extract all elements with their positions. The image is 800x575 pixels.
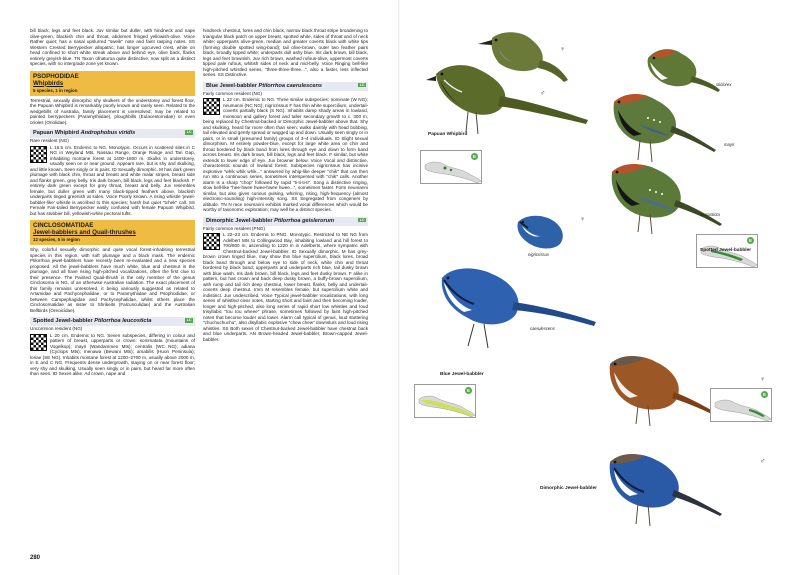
whipbird-female-illustration [478, 32, 568, 82]
species-status: Fairly common resident (PNG) [203, 225, 266, 231]
left-column [30, 28, 195, 550]
dimorphic-jewel-babbler-female-illustration [610, 356, 722, 426]
spotted-jewel-babbler-sticlorex-illustration [648, 49, 720, 92]
male-symbol-dimorphic: ♂ [760, 458, 766, 465]
species-header-spotted-jewel-babbler [30, 317, 195, 326]
species-description: L 22–23 cm. Endemic to PNG. Monotypic. Restricted to NE NG from Adelbert Mts to Collingwood Bay, inhabiting lowland and hill forest to 700/800 m, ascending to 1220 m in Adelberts, where sympatric with Chestnut-backed Jewel-babbler. ID Sexually dimorphic. M has grey-brown crown tinged blue, may show thin blue supercilium, black lores, broad black band through and below eye to side of neck, white chin and throat bordered by black band; upperparts and underparts rich blue, tail dusky brown with blue wash. Iris dark brown, bill black, legs and feet dusky brown. F alike in pattern, but has crown and back deep dusky brown, a buffy-brown supercilium, with rump and tail rich deep chestnut, lower breast, flanks, belly and undertail-coverts deep chestnut. Imm M resembles female, but supercilium white and indistinct. Juv undescribed. Voice Typical jewel-babbler vocalizations, with long series of whistled clear notes, starting short and faint and then becoming louder, longer and high-pitched, also long series of rapid short low whistles and loud trisyllabic "tou tou wheee" phrase, sometimes followed by faint high-pitched notes that become louder and lower. Alarm call typical of genus, loud stuttering "chuchuchuchu", also disyllabic explosive "chew chew" downslurs and loud rising whistles. SS Both sexes of Chestnut-backed Jewel-babbler have chestnut back and blue underparts. AN Brown-headed Jewel-babbler, Brown-capped Jewel-babbler. [203, 232, 368, 342]
species-status: Fairly common resident (NG) [203, 90, 262, 96]
qr-code-icon[interactable] [30, 334, 47, 351]
lc-badge: LC [186, 130, 192, 134]
spotted-jewel-babbler-mayri-illustration [614, 94, 716, 162]
range-map-papuan-whipbird [420, 150, 482, 184]
species-description: L 22 cm. Endemic to NG. Three similar subspecies: nominate (W NG); neumanni (NC NG); nigricrissus F has thin white supercilium, undertail-coverts partially black (S NG). Inhabits damp shady areas in lowland, monsoon and gallery forest and taller secondary growth to c. 300 m, being replaced by Chestnut-backed or Dimorphic Jewel-babbler above that. Shy and skulking, heard far more often than seen; walks daintily with head bobbing, tail elevated and gently spread or wagged up and down. Usually seen singly or in pairs, or in small (presumed family) groups of 3–4 individuals. ID Slight sexual dimorphism. M entirely powder-blue, except for large white area on chin and throat bordered by black band from lores through eye and down to form band across breast. Iris dark brown, bill black, legs and feet black. F similar, but white extends to lower edge of eye. Juv browner below. Voice Vocal and distinctive, characteristic sounds of lowland forest. Subspecies nigricrissus has incisive explosive "whik whik whik..." answered by whip-like deeper "chik" that can then run into a continuous series, sometimes interspersed with "chik" calls. Another alarm is a sharp "chop" followed by rapid "ti-ti-ti-ti". Song a distinctive ringing, slow bell-like "hee-hwee hwee-hwee hwee...", sometimes faster. Form neumanni similar, but also gives curious pulsing, whirring, rising, high-frequency (almost electronic-sounding) high-intensity song. SS Segregated from congeners by altitude. TN N race neumanni exhibits marked vocal differences which would be worthy of taxonomic exploration; may well be a distinct species. [203, 97, 368, 212]
qr-code-icon[interactable] [203, 98, 220, 115]
family-description: Terrestrial, sexually dimorphic shy skulkers of the understorey and forest floor, the Papuan Whipbird is remarkably poorly known and rarely seen. Related to the wedgebills of Australia, family placement is unresolved; may be related to painted berrypeckers (Paramythiidae), ploughbills (Eulacestomidae) or even orioles (Oriolidae). [30, 97, 195, 125]
label-caerulescens: caerulescens [530, 326, 555, 331]
endemic-badge: E [762, 392, 766, 397]
species-entry [30, 333, 195, 377]
range-map-dimorphic-jewel-babbler [710, 388, 772, 422]
family-name: CINCLOSOMATIDAE [33, 222, 94, 229]
spotted-jewel-babbler-leucosticta-illustration [612, 164, 722, 234]
blue-jewel-babbler-nigricrissus-illustration [518, 216, 563, 249]
species-entry [30, 145, 195, 217]
label-leucosticta: leucosticta [700, 212, 720, 217]
species-description: L 20 cm. Endemic to NG. Seven subspecies, differing in colour and pattern of breast, upperparts or crown: sommatata (mountains of Vogelkop); mayri (Wandammen Mts); centralis (WC NG); adiana (Cyclops Mts); menawa (Bewani Mts); amabilis (Huon Peninsula); loriae (SE NG). Inhabits montane forest at 1200–2700 m, usually above 2000 m, in E and C NG. Frequents dense undergrowth, staying on or near forest floor; very shy and skulking. Usually seen singly or in pairs, but heard far more often than seen. ID Sexes alike. Ad crown, nape and [30, 332, 195, 376]
intro-paragraph: bill black, legs and feet black. Juv similar but duller, with hindneck and nape olive-green, blackish chin and throat, abdomen fringed yellowish-olive. Voice Rather quiet; has a nasal upslurred "sweik" note and faint rasping notes. SS Western Crested Berrypecker allopatric; has longer upcurved crest, white on head confined to short white streak above and behind eye, olive back, flanks entirely greyish-blue. TN Taxon ofnaturoa quite distinctive, now split as a distinct species, with no intergrade zone yet known. [30, 28, 195, 66]
species-header-dimorphic-jewel-babbler [203, 217, 368, 226]
family-header-cinclosomatidae [30, 220, 195, 245]
species-header-blue-jewel-babbler [203, 82, 368, 91]
plate-illustration [400, 0, 800, 575]
right-column [203, 28, 368, 550]
qr-code-icon[interactable] [203, 233, 220, 250]
species-name: Spotted Jewel-babbler [33, 318, 93, 324]
label-sticlorex: sticlorex [716, 82, 732, 87]
family-common-name: Whipbirds [33, 79, 64, 87]
species-name: Dimorphic Jewel-babbler [206, 217, 273, 224]
caption-blue-jewel-babbler: Blue Jewel-babbler [440, 372, 484, 377]
family-header-psophodidae [30, 71, 195, 96]
label-nigricrissus: nigricrissus [528, 252, 549, 257]
lc-badge: LC [359, 217, 365, 222]
family-species-count: 5 species, 1 in region [33, 87, 78, 93]
species-scientific-name: Ptilorrhoa caerulescens [258, 82, 322, 89]
family-common-name: Jewel-babblers and Quail-thrushes [33, 229, 136, 236]
species-scientific-name: Androphobus viridis [80, 130, 136, 136]
species-entry [203, 232, 368, 342]
range-map-blue-jewel-babbler [414, 384, 476, 418]
species-scientific-name: Ptilorrhoa leucosticta [94, 318, 152, 324]
endemic-badge: E [748, 238, 752, 243]
endemic-badge: E [466, 388, 470, 393]
female-symbol-blue: ♀ [580, 216, 586, 223]
family-name: PSOPHODIDAE [33, 72, 79, 80]
family-description: Shy, colorful sexually dimorphic and quite vocal forest-inhabiting terrestrial species in this region, with soft plumage and a black mask. The endemic Ptilorrhoa jewel-babblers have recently been re-evaluated and a new species proposed. All the jewel-babblers have much white, blue and chestnut in the plumage, and all have rising high-pitched vocalizations, often the first clue to their presence. The Painted Quail-thrush is the only member of the genus Cinclosoma in NG, of an otherwise Australian radiation. The exact placement of this family remains unresolved, it being variously suggested as related to Artamidae and Pachycephalidae, or to Paramythiidae and Psophodidae, or between Campephagidae and Pachycephalidae, whilst others place the Cinclosomatidae as sister to Shrikeits (Falcunculidae) and the Australian Bellbirds (Oreoicidae). [30, 247, 195, 313]
lc-badge: LC [359, 82, 365, 87]
label-mayri: mayri [724, 142, 735, 147]
blue-jewel-babbler-caerulescens-illustration [442, 268, 596, 348]
page-number: 280 [30, 555, 41, 561]
species-status: Rare resident (NG) [30, 138, 69, 143]
female-symbol-whipbird: ♀ [560, 46, 566, 53]
species-status: Uncommon resident (NG) [30, 326, 83, 331]
female-symbol-dimorphic: ♀ [760, 376, 766, 383]
lc-badge: LC [186, 318, 192, 322]
species-header-papuan-whipbird [30, 129, 195, 138]
species-scientific-name: Ptilorrhoa geislerorum [274, 217, 335, 224]
dimorphic-jewel-babbler-male-illustration [610, 454, 722, 526]
species-name: Blue Jewel-babbler [206, 82, 257, 89]
continued-paragraph: hindneck chestnut, lores and chin black, narrow black throat stripe broadening to triangular black patch on upper breast, spotted white, sides of throat and of neck white; upperparts olive-green, median and greater coverts black with white tips (forming double spotted wing-band); tail olive-brown, outer two feather pairs black, broadly tipped white; underparts dull ashy blue. Iris dark brown, bill black, legs and feet brownish. Juv rich brown, washed rufous-olive, uppermost coverts tipped pale rufous, whitish sides of neck and mid-belly. Voice Ringing bell-like high-pitched whistled series, "three-three-three...", also a faster, less inflected series. SS Distinctive. [203, 28, 368, 77]
species-entry [203, 97, 368, 213]
caption-spotted-jewel-babbler: Spotted Jewel-babbler [700, 248, 752, 253]
qr-code-icon[interactable] [30, 146, 47, 163]
male-symbol-whipbird: ♂ [540, 90, 546, 97]
plate-page [400, 0, 800, 575]
species-description: L 16.5 cm. Endemic to NG. Monotypic. Occurs in scattered sites in C NG in Weyland Mts, Nassau Range, Oranje Range and Tari Gap, inhabiting montane forest at 1400–1800 m. Skulks in understorey, usually seen on or near ground. Appears rare, but is shy and skulking, and little known. Seen singly or in pairs. ID Sexually dimorphic. M has dark green plumage with black chin, throat and breast and white malar stripes, breast side and flanks green, grey belly. Iris dark brown, bill black, legs and feet blackish. F entirely dark green except for grey throat, breast and belly. Juv resembles female, but duller green with many black-tipped feathers above, blackish underparts tinged greenish at sides. Voice Poorly known. A rising whistle 'jewel-babbler-like' whistle is ascribed to this species; harsh but quiet "tchek" call. SS Female Fan-tailed Berrypecker easily confused with female Papuan Whipbird, but has stubbier bill, yellowish-white pectoral tufts. [30, 144, 195, 216]
caption-papuan-whipbird: Papuan Whipbird [428, 132, 468, 137]
endemic-badge: E [472, 154, 476, 159]
species-name: Papuan Whipbird [33, 130, 79, 136]
caption-dimorphic-jewel-babbler: Dimorphic Jewel-babbler [540, 486, 598, 491]
family-species-count: 12 species, 5 in region [33, 237, 80, 242]
